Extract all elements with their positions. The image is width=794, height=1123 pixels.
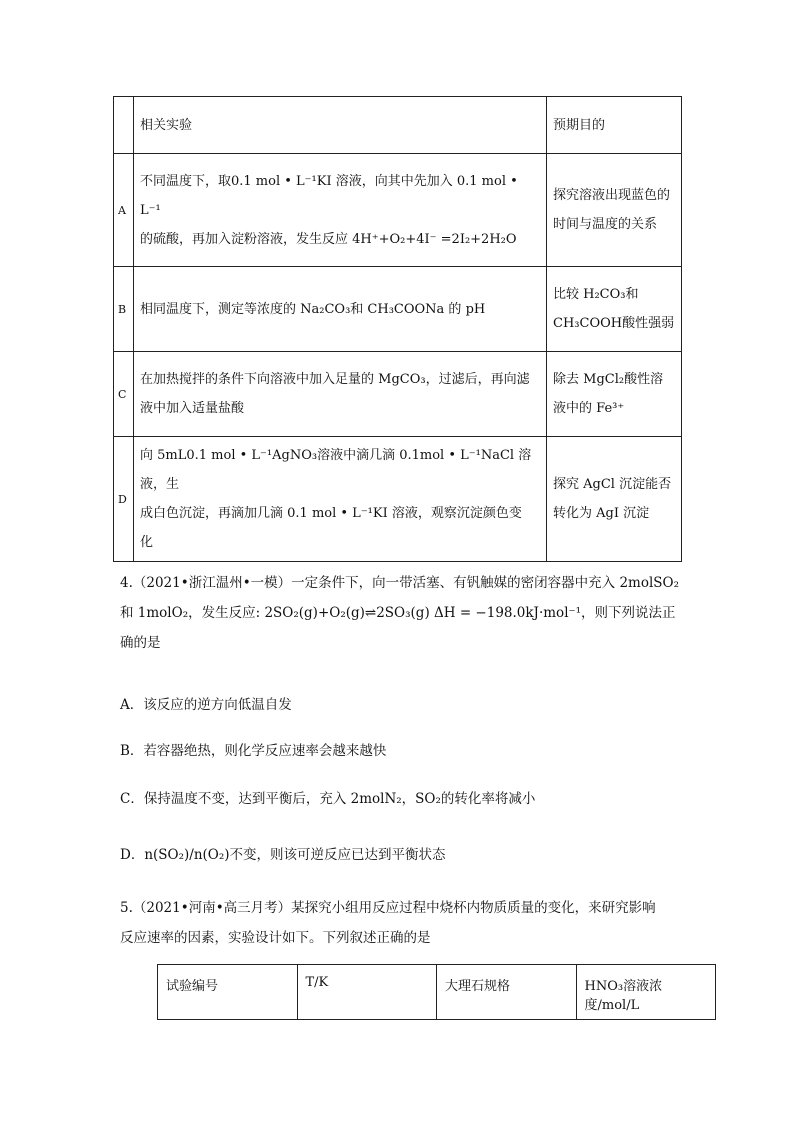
experiment-line: 的硫酸，再加入淀粉溶液，发生反应 4H⁺+O₂+4I⁻ =2I₂+2H₂O (140, 231, 517, 247)
table-row (114, 437, 682, 562)
question-stem-line: 5.（2021•河南•高三月考）某探究小组用反应过程中烧杯内物质质量的变化，来研究影响 (120, 900, 656, 916)
row-label: B (114, 267, 134, 352)
table-row (114, 154, 682, 267)
header-experiment-cell: 相关实验 (134, 97, 547, 154)
table-header-row (114, 97, 682, 154)
experiment-design-table (157, 964, 716, 1020)
experiment-line: 液中加入适量盐酸 (140, 401, 245, 416)
question-stem-line: 反应速率的因素，实验设计如下。下列叙述正确的是 (120, 930, 431, 946)
row-goal: 除去 MgCl₂酸性溶液中的 Fe³⁺ (547, 352, 682, 437)
table-row (114, 352, 682, 437)
experiment-line: 相同温度下，测定等浓度的 Na₂CO₃和 CH₃COONa 的 pH (140, 301, 486, 317)
row-label: A (114, 154, 134, 267)
experiment-line: 在加热搅拌的条件下向溶液中加入足量的 MgCO₃，过滤后，再向滤 (140, 372, 530, 387)
table-row (114, 267, 682, 352)
option-a: A．该反应的逆方向低温自发 (120, 697, 292, 713)
experiment-table (113, 96, 682, 562)
header-cell-hno3-concentration: HNO₃溶液浓度/mol/L (576, 965, 716, 1020)
table-header-row (158, 965, 716, 1020)
row-label: C (114, 352, 134, 437)
experiment-line: 不同温度下，取0.1 mol • L⁻¹KI 溶液，向其中先加入 0.1 mol • L⁻¹ (140, 173, 518, 218)
row-experiment (134, 154, 547, 267)
row-goal: 探究 AgCl 沉淀能否转化为 AgI 沉淀 (547, 437, 682, 562)
option-b: B．若容器绝热，则化学反应速率会越来越快 (120, 743, 387, 759)
header-cell-marble-spec: 大理石规格 (437, 965, 577, 1020)
experiment-line: 化 (140, 535, 154, 550)
option-d: D．n(SO₂)/n(O₂)不变，则该可逆反应已达到平衡状态 (120, 847, 446, 863)
row-goal: 探究溶液出现蓝色的时间与温度的关系 (547, 154, 682, 267)
experiment-line: 向 5mL0.1 mol • L⁻¹AgNO₃溶液中滴几滴 0.1mol • L⁻¹NaCl 溶液，生 (140, 448, 532, 492)
row-label: D (114, 437, 134, 562)
header-cell-temperature: T/K (297, 965, 437, 1020)
row-experiment (134, 352, 547, 437)
question-stem-line: 和 1molO₂，发生反应: 2SO₂(g)+O₂(g)⇌2SO₃(g) ΔH = −198.0kJ·mol⁻¹，则下列说法正 (120, 605, 676, 621)
question-stem-line: 4.（2021•浙江温州•一模）一定条件下，向一带活塞、有钒触媒的密闭容器中充入 2molSO₂ (120, 575, 680, 591)
row-goal: 比较 H₂CO₃和 CH₃COOH酸性强弱 (547, 267, 682, 352)
row-experiment (134, 267, 547, 352)
option-c: C．保持温度不变，达到平衡后，充入 2molN₂，SO₂的转化率将减小 (120, 791, 536, 807)
header-label-cell (114, 97, 134, 154)
row-experiment (134, 437, 547, 562)
experiment-line: 成白色沉淀，再滴加几滴 0.1 mol • L⁻¹KI 溶液，观察沉淀颜色变 (140, 506, 522, 521)
header-goal-cell: 预期目的 (547, 97, 682, 154)
question-5 (120, 893, 690, 953)
question-stem-line: 确的是 (120, 635, 161, 651)
header-cell-trial-number: 试验编号 (158, 965, 298, 1020)
question-4 (120, 568, 690, 658)
